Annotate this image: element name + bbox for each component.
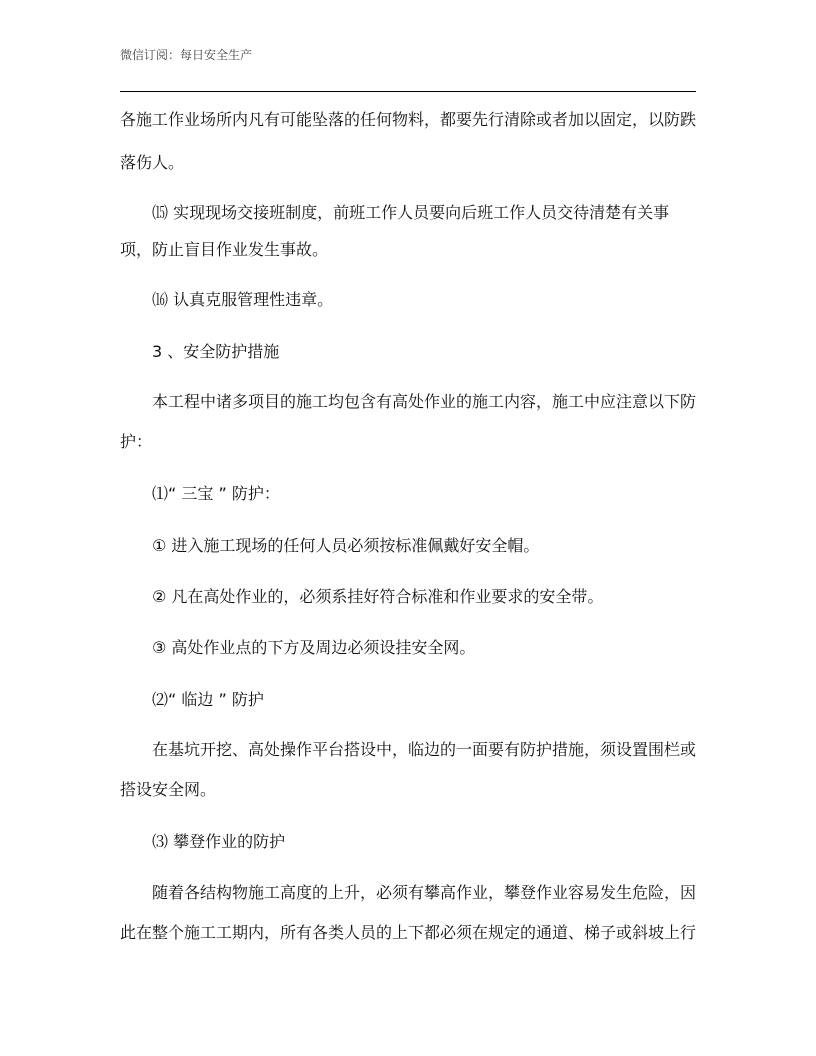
body-line: 项，防止盲目作业发生事故。 xyxy=(120,240,329,259)
body-line: 各施工作业场所内凡有可能坠落的任何物料，都要先行清除或者加以固定，以防跌 xyxy=(120,110,697,129)
body-line: 本工程中诸多项目的施工均包含有高处作业的施工内容，施工中应注意以下防 xyxy=(152,392,697,411)
body-line: 落伤人。 xyxy=(120,153,185,172)
subheading-2: ⑵“ 临边 ” 防护 xyxy=(152,690,264,709)
subheading-1: ⑴“ 三宝 ” 防护： xyxy=(152,484,280,503)
list-item-15: ⒂ 实现现场交接班制度，前班工作人员要向后班工作人员交待清楚有关事 xyxy=(152,203,670,222)
subheading-3: ⑶ 攀登作业的防护 xyxy=(152,832,286,851)
body-line: 搭设安全网。 xyxy=(120,780,217,799)
list-item-circle-3: ③ 高处作业点的下方及周边必须设挂安全网。 xyxy=(152,638,476,657)
list-item-16: ⒃ 认真克服管理性违章。 xyxy=(152,290,334,309)
list-item-circle-2: ② 凡在高处作业的，必须系挂好符合标准和作业要求的安全带。 xyxy=(152,587,604,606)
list-item-circle-1: ① 进入施工现场的任何人员必须按标准佩戴好安全帽。 xyxy=(152,536,540,555)
body-line: 在基坑开挖、高处操作平台搭设中，临边的一面要有防护措施，须设置围栏或 xyxy=(152,740,697,759)
section-heading: 3 、安全防护措施 xyxy=(152,342,280,361)
page-header: 微信订阅：每日安全生产 xyxy=(120,48,253,62)
body-line: 此在整个施工工期内，所有各类人员的上下都必须在规定的通道、梯子或斜坡上行 xyxy=(120,923,697,942)
header-divider xyxy=(120,91,696,92)
body-line: 护： xyxy=(120,432,153,451)
body-line: 随着各结构物施工高度的上升，必须有攀高作业，攀登作业容易发生危险，因 xyxy=(152,883,697,902)
